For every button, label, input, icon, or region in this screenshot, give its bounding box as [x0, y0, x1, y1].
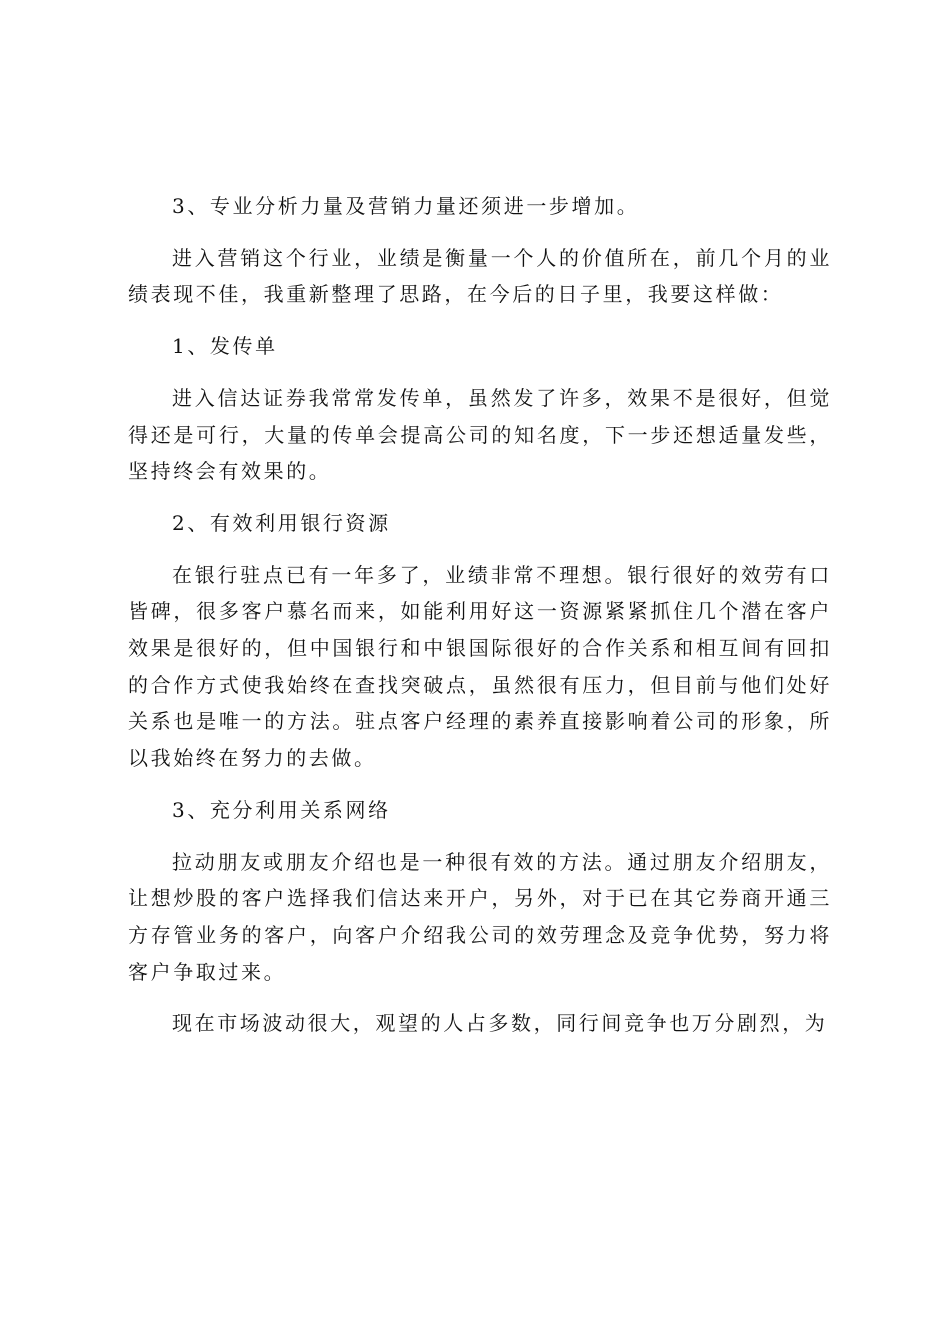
- paragraph-market-body: 现在市场波动很大，观望的人占多数，同行间竞争也万分剧烈，为: [172, 1011, 828, 1036]
- paragraph-heading-3-network: 3、充分利用关系网络: [172, 797, 391, 822]
- paragraph-intro: 进入营销这个行业，业绩是衡量一个人的价值所在，前几个月的业绩表现不佳，我重新整理了思路，在今后的日子里，我要这样做：: [128, 245, 832, 307]
- paragraph-network-body: 拉动朋友或朋友介绍也是一种很有效的方法。通过朋友介绍朋友，让想炒股的客户选择我们信达来开户，另外，对于已在其它券商开通三方存管业务的客户，向客户介绍我公司的效劳理念及竞争优势，努力将客户争取过来。: [128, 849, 832, 984]
- paragraph-heading-1-flyers: 1、发传单: [172, 334, 278, 359]
- paragraph-heading-2-bank: 2、有效利用银行资源: [172, 510, 391, 535]
- paragraph-heading-3-analysis: 3、专业分析力量及营销力量还须进一步增加。: [172, 194, 640, 218]
- paragraph-bank-body: 在银行驻点已有一年多了，业绩非常不理想。银行很好的效劳有口皆碑，很多客户慕名而来，如能利用好这一资源紧紧抓住几个潜在客户效果是很好的，但中国银行和中银国际很好的合作关系和相互间有回扣的合作方式使我始终在查找突破点，虽然很有压力，但目前与他们处好关系也是唯一的方法。驻点客户经理的素养直接影响着公司的形象，所以我始终在努力的去做。: [128, 562, 832, 771]
- paragraph-flyers-body: 进入信达证券我常常发传单，虽然发了许多，效果不是很好，但觉得还是可行，大量的传单会提高公司的知名度，下一步还想适量发些，坚持终会有效果的。: [128, 385, 832, 484]
- document-body: [128, 188, 832, 1057]
